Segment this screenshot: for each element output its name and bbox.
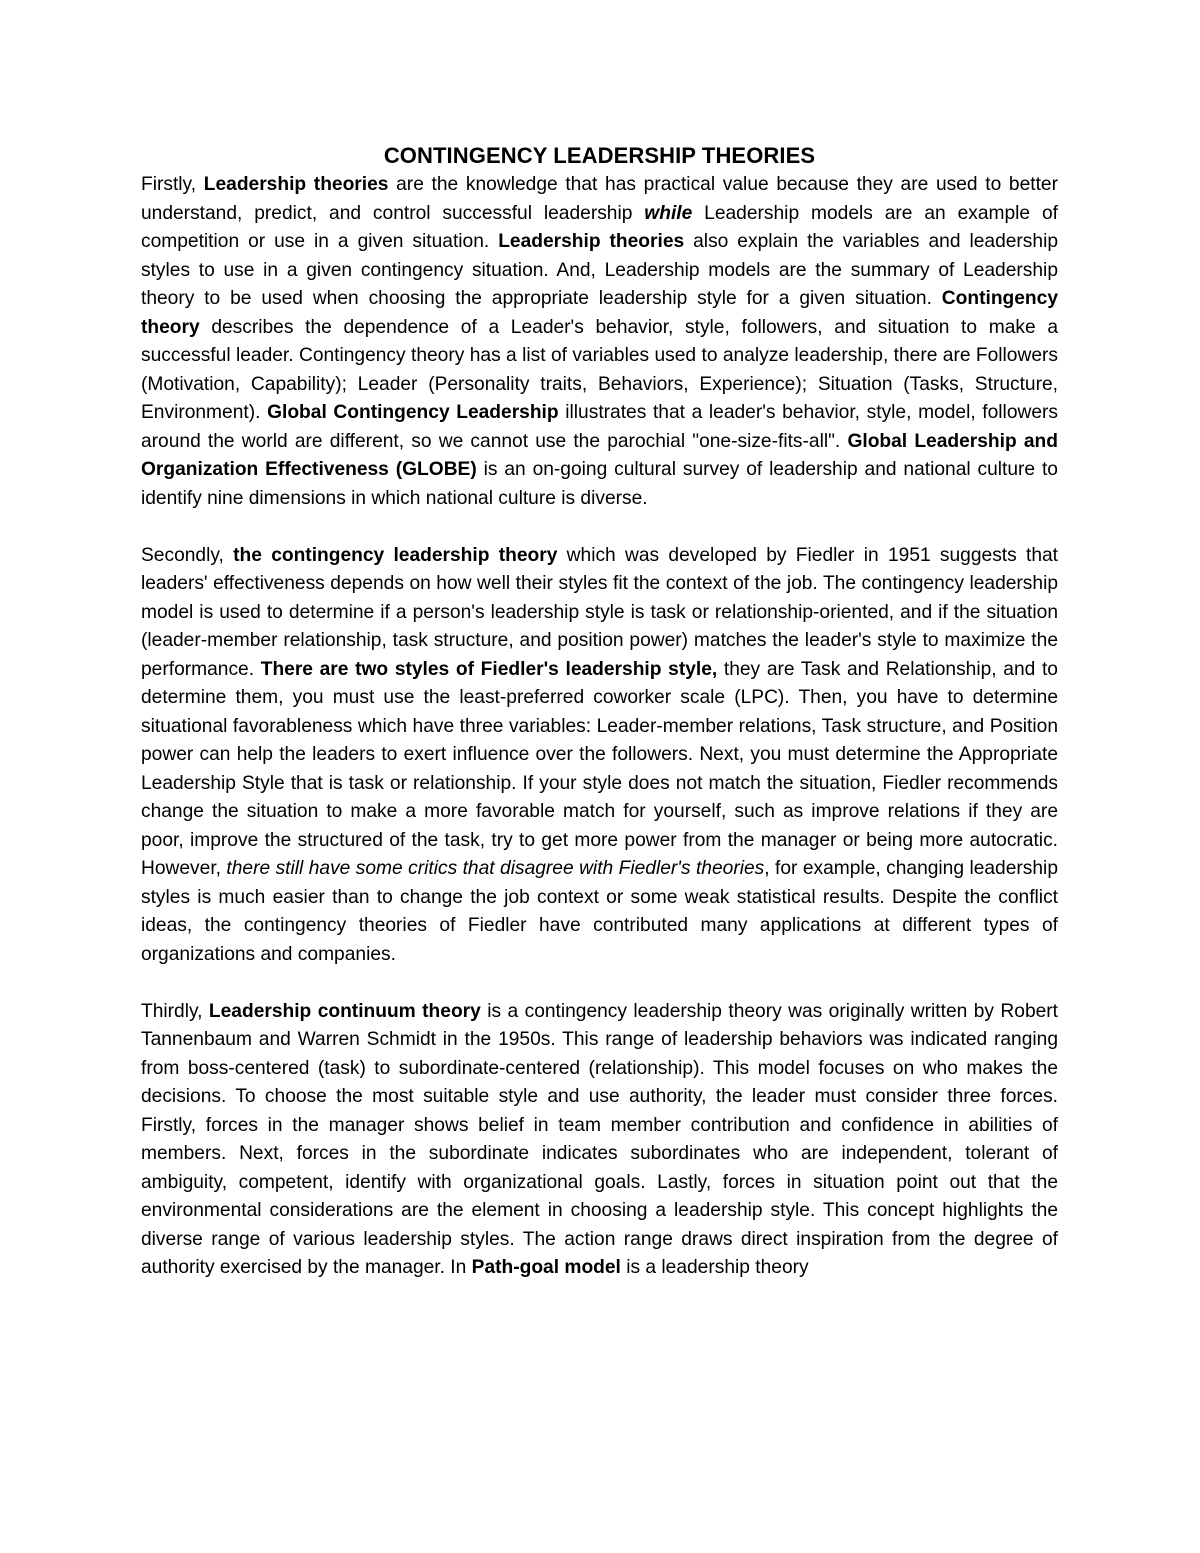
paragraph-text: Secondly,	[141, 544, 234, 566]
bold-term: Contingency theory	[141, 288, 1058, 338]
bold-term: Leadership continuum theory	[208, 1000, 481, 1022]
document-body	[141, 171, 1058, 1283]
paragraph-text: , for example, changing leadership styles is much easier than to change the job context or some weak statistical results. Despite the conflict ideas, the contingency theories of Fiedler have contributed many applications at different types of organizations and companies.	[141, 858, 1058, 965]
bold-term: Leadership theories	[203, 174, 389, 195]
document-title: CONTINGENCY LEADERSHIP THEORIES	[383, 143, 816, 168]
body-paragraph	[141, 998, 1058, 1283]
paragraph-text: Thirdly,	[141, 1000, 209, 1022]
paragraph-text: Firstly,	[141, 174, 204, 195]
italic-text: there still have some critics that disagree with Fiedler's theories	[226, 858, 765, 879]
bold-term: Global Contingency Leadership	[267, 402, 559, 423]
paragraph-text: which was developed by Fiedler in 1951 suggests that leaders' effectiveness depends on how well their styles fit the context of the job. The contingency leadership model is used to determine if a person's leadership style is task or relationship-oriented, and if the situation (leader-member relationship, task structure, and position power) matches the leader's style to maximize the performance.	[141, 544, 1059, 680]
paragraph-text: is a leadership theory	[620, 1257, 809, 1278]
bold-term: Global Leadership and Organization Effectiveness (GLOBE)	[141, 430, 1058, 480]
paragraph-text: also explain the variables and leadership styles to use in a given contingency situation. And, Leadership models are the summary of Leadership theory to be used when choosing the appropriate leadership style for a given situation.	[141, 231, 1059, 309]
bold-term: There are two styles of Fiedler's leadership style,	[260, 658, 718, 680]
body-paragraph	[141, 542, 1058, 970]
paragraph-text: is an on-going cultural survey of leadership and national culture to identify nine dimensions in which national culture is diverse.	[141, 459, 1058, 509]
paragraph-text: Leadership models are an example of competition or use in a given situation.	[141, 202, 1058, 252]
document-page	[141, 141, 1058, 1283]
bold-term: Path-goal model	[471, 1257, 621, 1278]
bold-term: the contingency leadership theory	[233, 544, 558, 566]
body-paragraph	[141, 171, 1058, 513]
paragraph-text: are the knowledge that has practical value because they are used to better understand, predict, and control successful leadership	[141, 174, 1058, 224]
paragraph-text: they are Task and Relationship, and to determine them, you must use the least-preferred coworker scale (LPC). Then, you have to determine situational favorableness which have three variables: Leader-member relations, Task structure, and Position power can help the leaders to exert influence over the followers. Next, you must determine the Appropriate Leadership Style that is task or relationship. If your style does not match the situation, Fiedler recommends change the situation to make a more favorable match for yourself, such as improve relations if they are poor, improve the structured of the task, try to get more power from the manager or being more autocratic. However,	[141, 658, 1058, 879]
bold-term: Leadership theories	[498, 231, 685, 252]
paragraph-text: illustrates that a leader's behavior, style, model, followers around the world are different, so we cannot use the parochial "one-size-fits-all".	[141, 402, 1059, 452]
paragraph-text: describes the dependence of a Leader's behavior, style, followers, and situation to make a successful leader. Contingency theory has a list of variables used to analyze leadership, there are Followers (Motivation, Capability); Leader (Personality traits, Behaviors, Experience); Situation (Tasks, Structure, Environment).	[141, 316, 1058, 423]
bold-term: while	[644, 202, 693, 224]
paragraph-text: is a contingency leadership theory was originally written by Robert Tannenbaum and Warren Schmidt in the 1950s. This range of leadership behaviors was indicated ranging from boss-centered (task) to subordinate-centered (relationship). This model focuses on who makes the decisions. To choose the most suitable style and use authority, the leader must consider three forces. Firstly, forces in the manager shows belief in team member contribution and confidence in abilities of members. Next, forces in the subordinate indicates subordinates who are independent, tolerant of ambiguity, competent, identify with organizational goals. Lastly, forces in situation point out that the environmental considerations are the element in choosing a leadership style. This concept highlights the diverse range of various leadership styles. The action range draws direct inspiration from the degree of authority exercised by the manager. In	[141, 1000, 1059, 1278]
